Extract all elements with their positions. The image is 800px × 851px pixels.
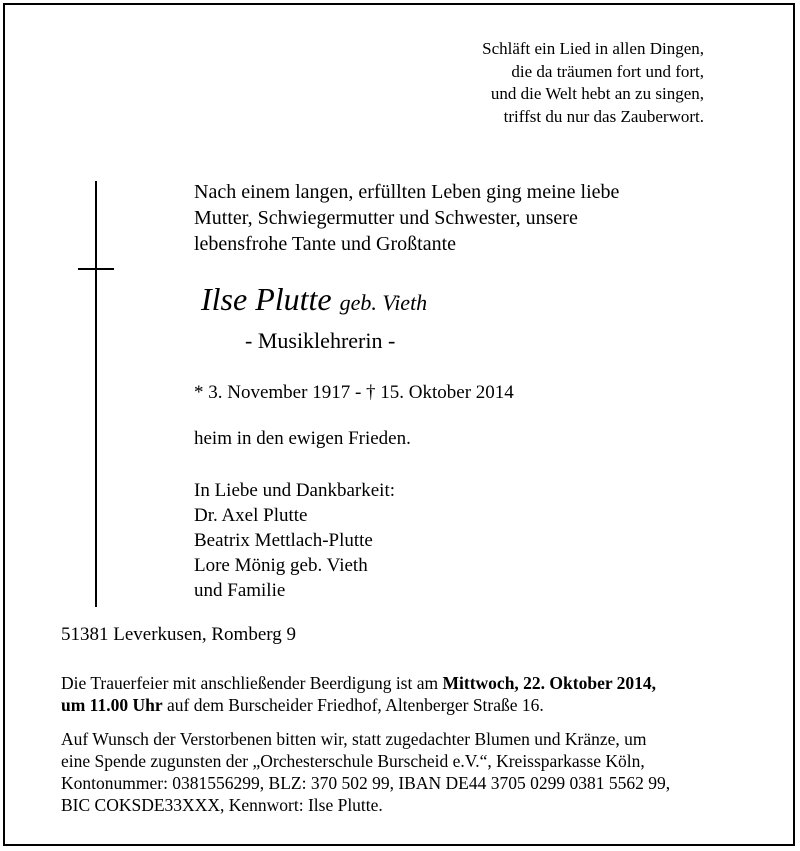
mourners-list	[194, 478, 395, 603]
deceased-full-name: Ilse Plutte	[201, 281, 332, 317]
notice-border	[3, 3, 795, 846]
cross-vertical-bar	[95, 181, 97, 607]
mourner-name: Beatrix Mettlach-Plutte	[194, 530, 373, 551]
peace-line: heim in den ewigen Frieden.	[194, 428, 411, 449]
ceremony-location: auf dem Burscheider Friedhof, Altenberger Straße 16.	[162, 695, 544, 715]
donation-line: BIC COKSDE33XXX, Kennwort: Ilse Plutte.	[61, 795, 383, 815]
donation-info	[61, 728, 761, 816]
poem-line: Schläft ein Lied in allen Dingen,	[482, 39, 704, 58]
cross-horizontal-bar	[78, 268, 114, 270]
intro-text	[194, 179, 619, 257]
intro-line: lebensfrohe Tante und Großtante	[194, 233, 457, 255]
ceremony-info	[61, 672, 761, 716]
mourner-name: Lore Mönig geb. Vieth	[194, 555, 368, 576]
donation-line: eine Spende zugunsten der „Orchesterschule Burscheid e.V.“, Kreissparkasse Köln,	[61, 751, 645, 771]
family-address: 51381 Leverkusen, Romberg 9	[61, 624, 296, 645]
donation-line: Auf Wunsch der Verstorbenen bitten wir, statt zugedachter Blumen und Kränze, um	[61, 729, 647, 749]
deceased-birth-name: geb. Vieth	[339, 290, 428, 315]
mourner-name: Dr. Axel Plutte	[194, 505, 308, 526]
ceremony-line-2	[61, 694, 761, 716]
poem-verse	[482, 38, 704, 128]
intro-line: Nach einem langen, erfüllten Leben ging meine liebe	[194, 181, 620, 203]
ceremony-line-1	[61, 672, 761, 694]
life-dates: * 3. November 1917 - † 15. Oktober 2014	[194, 382, 514, 403]
ceremony-text: Die Trauerfeier mit anschließender Beerdigung ist am	[61, 673, 443, 693]
poem-line: und die Welt hebt an zu singen,	[490, 84, 704, 103]
deceased-profession: - Musiklehrerin -	[245, 328, 396, 353]
ceremony-date: Mittwoch, 22. Oktober 2014,	[442, 673, 657, 693]
deceased-name	[201, 281, 427, 318]
poem-line: triffst du nur das Zauberwort.	[503, 106, 704, 126]
intro-line: Mutter, Schwiegermutter und Schwester, unsere	[194, 207, 578, 229]
donation-line: Kontonummer: 0381556299, BLZ: 370 502 99, IBAN DE44 3705 0299 0381 5562 99,	[61, 773, 671, 793]
mourners-heading: In Liebe und Dankbarkeit:	[194, 480, 396, 501]
poem-line: die da träumen fort und fort,	[511, 61, 704, 81]
ceremony-time: um 11.00 Uhr	[61, 695, 163, 715]
mourner-name: und Familie	[194, 580, 286, 601]
